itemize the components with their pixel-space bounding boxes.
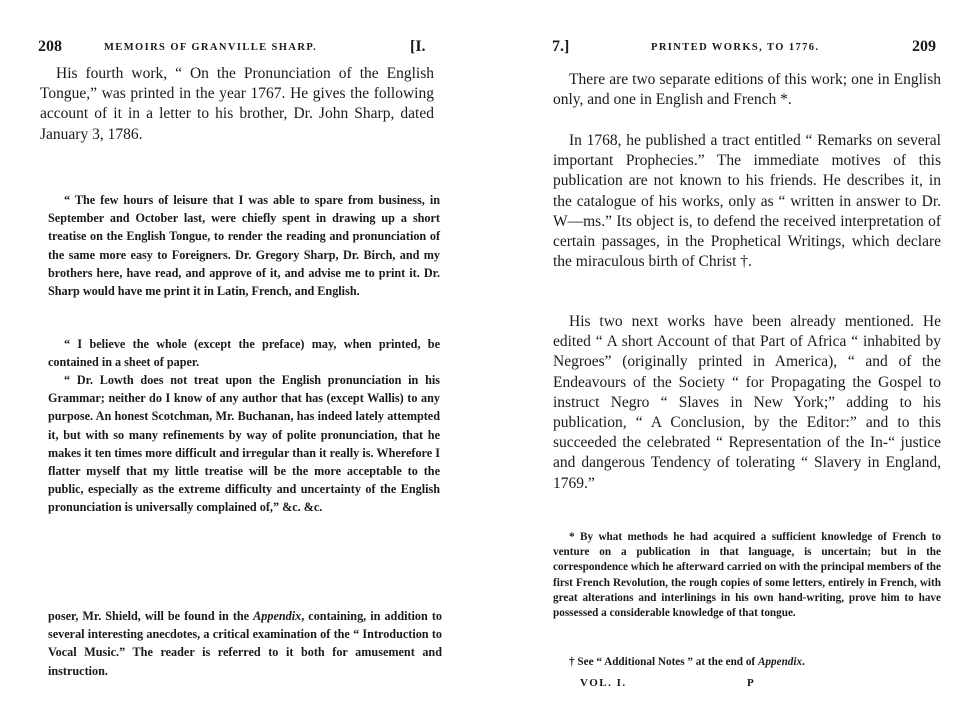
left-bottom-text-pre: poser, Mr. Shield, will be found in the bbox=[48, 609, 254, 623]
footnote-french: * By what methods he had acquired a sufficient knowledge of French to venture on a publication in that language, is uncertain; but in the correspondence which he afterward carried on with the principal members of the first French Revolution, the rough copies of some letters, entirely in French, with great alterations and interlinings in his own hand-writing, prove him to have possessed a considerable knowledge of that tongue. bbox=[553, 531, 941, 620]
footnote-2-text-post: . bbox=[802, 656, 805, 668]
left-intro-paragraph: His fourth work, “ On the Pronunciation of the English Tongue,” was printed in the year 1767. He gives the following account of it in a letter to his brother, Dr. John Sharp, dated January 3, 1786. bbox=[40, 65, 434, 143]
left-bottom-text-post: , containing, in addition to several interesting anecdotes, a critical examination of the “ Introduction to Vocal Music.” The reader is referred to it both for amusement and instruction. bbox=[48, 609, 442, 678]
footnote-2-text-pre: † See “ Additional Notes ” at the end of bbox=[569, 656, 758, 668]
footnote-2-appendix: Appendix bbox=[757, 656, 803, 668]
right-paragraph-3: His two next works have been already mentioned. He edited “ A short Account of that Part of Africa “ inhabited by Negroes” (originally printed in America), “ and of the Endeavours of the Society “ for Propagating the Gospel to instruct Negro “ Slaves in New York;” adding to his publication, “ A Conclusion, by the Editor:” and to this succeeded the celebrated “ Representation of the In-“ justice and dangerous Tendency of tolerating “ Slavery in England, 1769.” bbox=[553, 313, 941, 492]
left-running-head: MEMOIRS OF GRANVILLE SHARP. bbox=[104, 42, 318, 53]
letter-quote-paragraph-1: “ The few hours of leisure that I was able to spare from business, in September and October last, were chiefly spent in drawing up a short treatise on the English Tongue, to render the reading and pronunciation of the same more easy to Foreigners. Dr. Gregory Sharp, Dr. Birch, and my brothers here, have read, and approve of it, and advise me to print it. Dr. Sharp would have me print it in Latin, French, and English. bbox=[48, 193, 440, 299]
signature-letter: P bbox=[747, 677, 756, 689]
right-paragraph-1: There are two separate editions of this work; one in English only, and one in English and French *. bbox=[553, 71, 941, 109]
left-bottom-appendix: Appendix bbox=[253, 609, 302, 623]
right-section-mark: 7.] bbox=[552, 38, 570, 55]
left-bottom-paragraph bbox=[48, 607, 442, 680]
footnote-additional-notes bbox=[553, 655, 941, 670]
letter-quote-paragraph-3: “ Dr. Lowth does not treat upon the English pronunciation in his Grammar; neither do I know of any author that has (except Wallis) to any purpose. An honest Scotchman, Mr. Buchanan, has indeed lately attempted it, but with so many refinements by way of polite pronunciation, that he makes it ten times more difficult and irregular than it really is. Wherefore I flatter myself that my little treatise will be the more acceptable to the public, especially as the extreme difficulty and uncertainty of the English pronunciation is universally complained of,” &c. &c. bbox=[48, 373, 440, 515]
right-page bbox=[490, 0, 980, 709]
left-section-mark: [I. bbox=[410, 38, 426, 55]
right-page-number: 209 bbox=[912, 38, 936, 55]
left-page-number: 208 bbox=[38, 38, 62, 55]
right-paragraph-2: In 1768, he published a tract entitled “ Remarks on several important Prophecies.” The immediate motives of this publication are not known to his friends. He describes it, in the catalogue of his works, only as “ written in answer to Dr. W—ms.” Its object is, to defend the received interpretation of certain passages, in the Prophetical Writings, which declare the miraculous birth of Christ †. bbox=[553, 132, 941, 271]
right-running-head: PRINTED WORKS, TO 1776. bbox=[651, 42, 820, 53]
signature-volume: VOL. I. bbox=[580, 677, 627, 689]
letter-quote-paragraph-2: “ I believe the whole (except the preface) may, when printed, be contained in a sheet of paper. bbox=[48, 337, 440, 370]
